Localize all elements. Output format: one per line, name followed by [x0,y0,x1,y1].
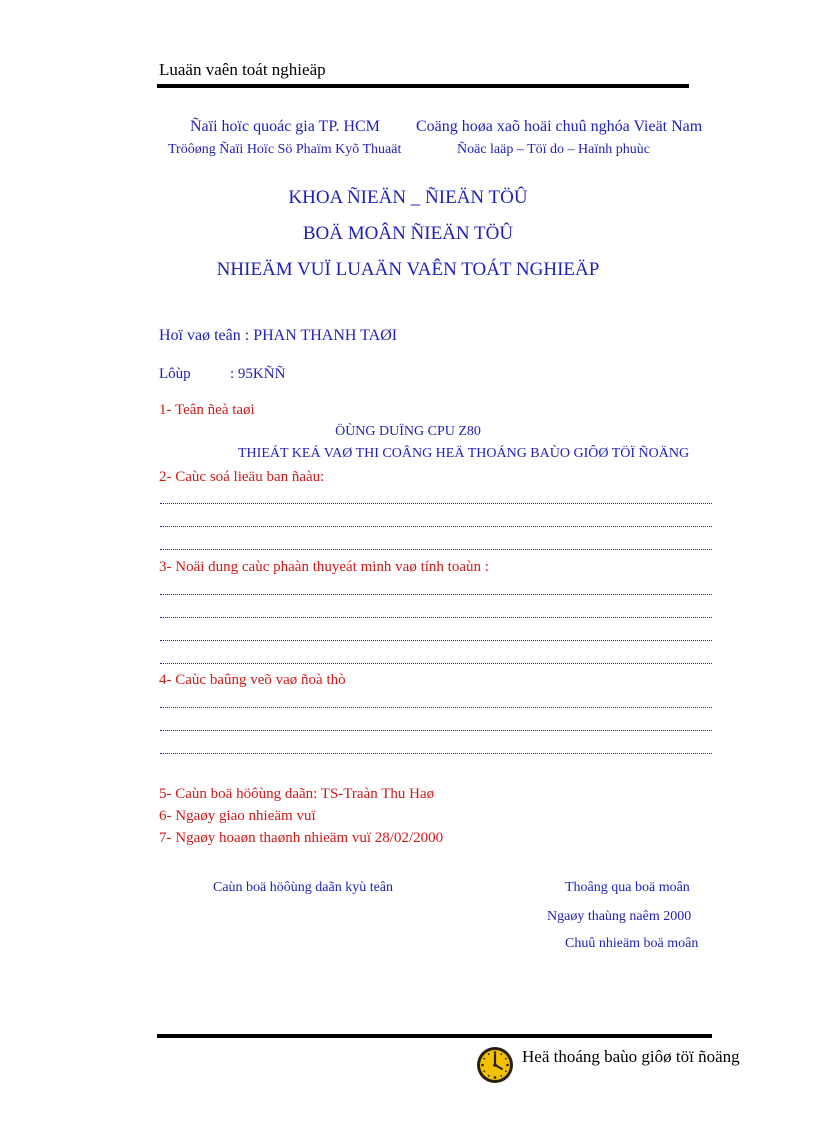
finish-date-label: 7- Ngaøy hoaøn thaønh nhieäm vuï 28/02/2000 [159,830,444,846]
university-name: Ñaïi hoïc quoác gia TP. HCM [190,118,380,135]
topic-line-1: ÖÙNG DUÏNG CPU Z80 [335,424,481,439]
fill-line [160,617,712,618]
initial-data-label: 2- Caùc soá lieäu ban ñaàu: [159,469,325,485]
topic-label: 1- Teân ñeà taøi [159,402,255,418]
assign-date-label: 6- Ngaøy giao nhieäm vuï [159,808,316,824]
faculty-title: KHOA ÑIEÄN _ ÑIEÄN TÖÛ [288,187,528,208]
assignment-title: NHIEÄM VUÏ LUAÄN VAÊN TOÁT NGHIEÄP [216,259,600,280]
school-name: Tröôøng Ñaïi Hoïc Sö Phaïm Kyõ Thuaät [168,142,402,157]
fill-line [160,640,712,641]
running-header: Luaän vaên toát nghieäp [159,60,326,79]
class-value: : 95KÑÑ [230,366,286,382]
approved-label: Thoâng qua boä moân [565,880,690,895]
advisor-label: 5- Caùn boä höôùng daãn: TS-Traàn Thu Haø [159,786,435,802]
fill-line [160,526,712,527]
drawings-label: 4- Caùc baûng veõ vaø ñoà thò [159,672,346,688]
topic-line-2: THIEÁT KEÁ VAØ THI COÂNG HEÄ THOÁNG BAÙO GIÔØ TÖÏ ÑOÄNG [238,446,690,461]
header-rule [157,84,689,88]
fill-line [160,663,712,664]
class-label: Lôùp [159,366,191,382]
footer-rule [157,1034,712,1038]
fill-line [160,730,712,731]
fill-line [160,549,712,550]
content-label: 3- Noäi dung caùc phaàn thuyeát minh vaø tính toaùn : [159,559,489,575]
advisor-signature-label: Caùn boä höôùng daãn kyù teân [213,880,394,895]
student-name: Hoï vaø teân : PHAN THANH TAØI [159,327,398,344]
date-line: Ngaøy thaùng naêm 2000 [547,909,692,924]
fill-line [160,707,712,708]
republic-name: Coäng hoøa xaõ hoäi chuû nghóa Vieät Nam [416,118,703,135]
national-motto: Ñoäc laäp – Töï do – Haïnh phuùc [457,142,650,157]
fill-line [160,753,712,754]
clock-icon [475,1045,515,1085]
fill-line [160,594,712,595]
fill-line [160,503,712,504]
footer-project-name: Heä thoáng baùo giôø töï ñoäng [522,1047,740,1066]
department-title: BOÄ MOÂN ÑIEÄN TÖÛ [302,223,514,244]
department-head-label: Chuû nhieäm boä moân [565,936,699,951]
